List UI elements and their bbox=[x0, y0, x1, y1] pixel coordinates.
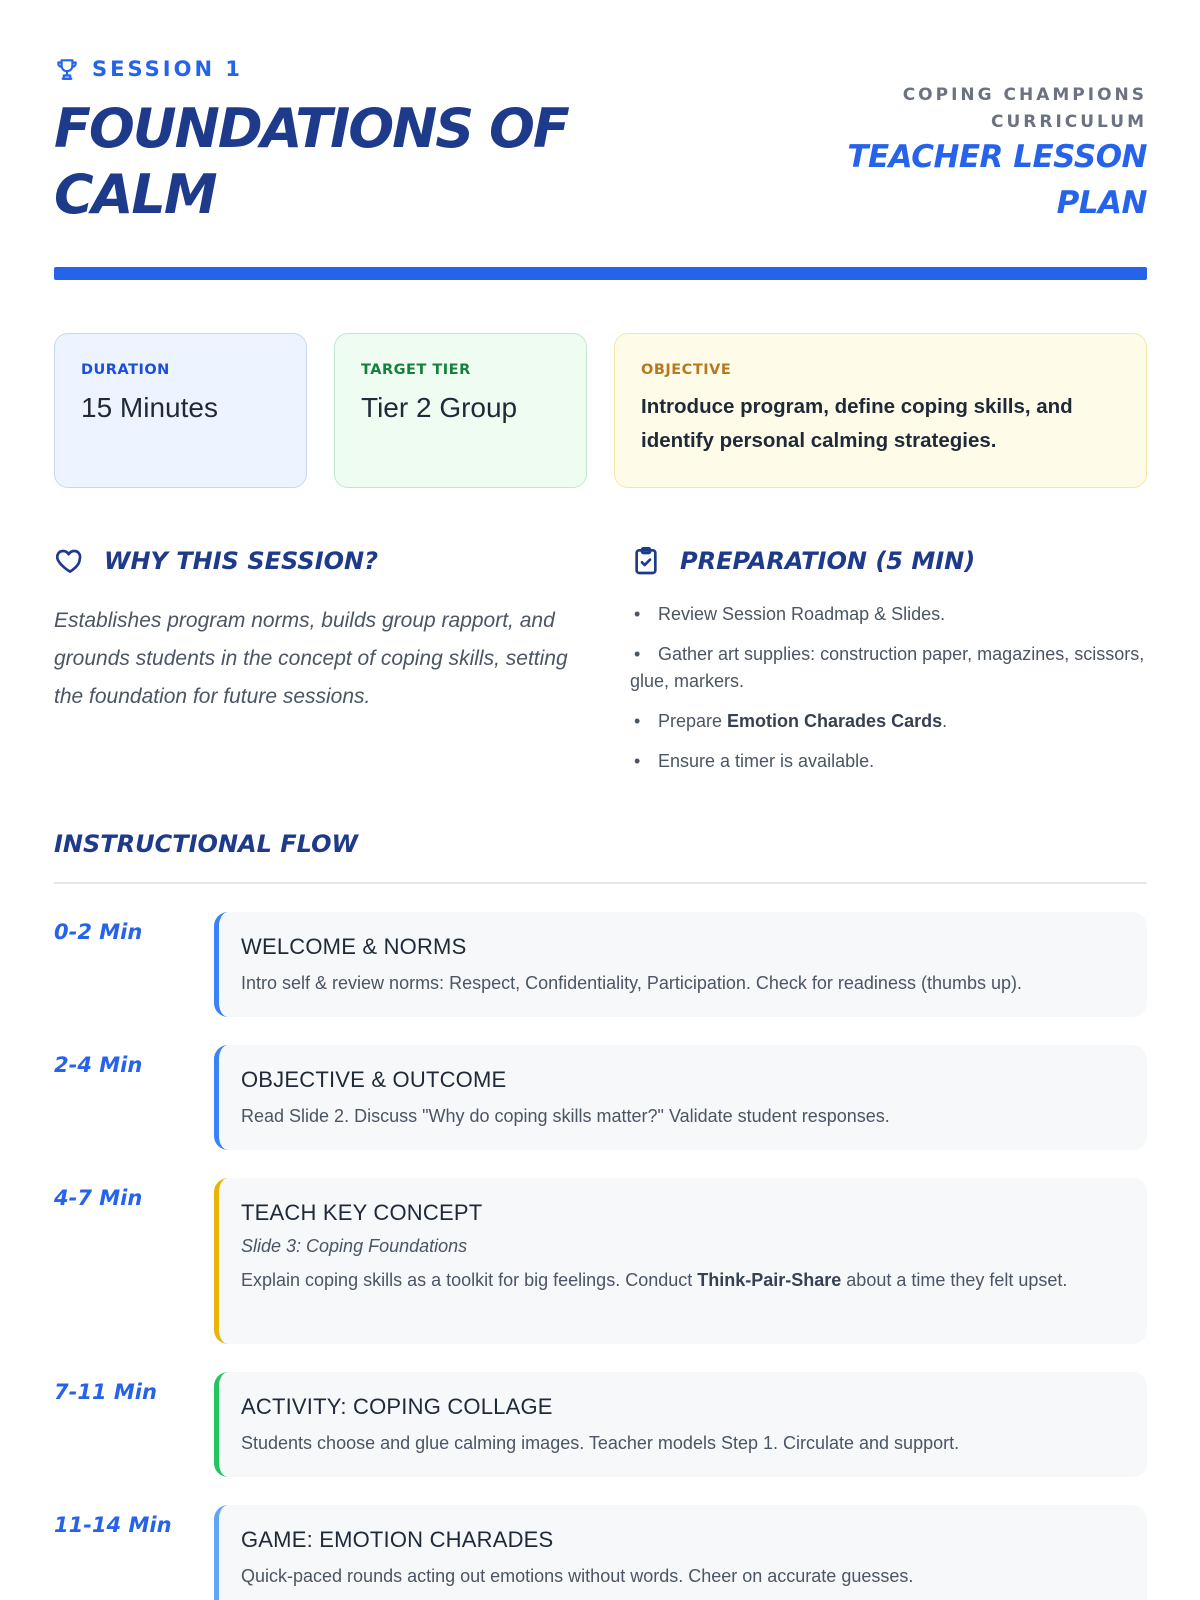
objective-card bbox=[614, 333, 1147, 488]
duration-label: DURATION bbox=[81, 362, 170, 378]
prep-list bbox=[630, 601, 1147, 788]
objective-value: Introduce program, define coping skills, and identify personal calming strategies. bbox=[641, 395, 1073, 452]
flow-card bbox=[214, 1505, 1147, 1600]
session-label: SESSION 1 bbox=[92, 57, 243, 81]
curriculum-name: COPING CHAMPIONS CURRICULUM bbox=[902, 85, 1147, 132]
prep-heading bbox=[630, 545, 975, 577]
trophy-icon bbox=[54, 56, 80, 82]
list-item: • Ensure a timer is available. bbox=[634, 751, 875, 771]
why-text: Establishes program norms, builds group rapport, and grounds students in the concept of coping skills, setting the foundation for future sessions. bbox=[54, 609, 568, 708]
clipboard-check-icon bbox=[630, 545, 662, 577]
header-divider bbox=[54, 267, 1147, 280]
flow-title: TEACH KEY CONCEPT bbox=[241, 1200, 483, 1225]
flow-card bbox=[214, 1045, 1147, 1150]
duration-card bbox=[54, 333, 307, 488]
plan-title: TEACHER LESSON PLAN bbox=[847, 139, 1147, 221]
list-item: • Prepare Emotion Charades Cards. bbox=[634, 711, 948, 731]
tier-value: Tier 2 Group bbox=[361, 392, 518, 423]
flow-card bbox=[214, 912, 1147, 1017]
flow-desc: Students choose and glue calming images. Teacher models Step 1. Circulate and support. bbox=[241, 1433, 960, 1453]
objective-label: OBJECTIVE bbox=[641, 362, 732, 378]
lesson-plan-page bbox=[54, 0, 1147, 1600]
flow-time: 0-2 Min bbox=[54, 920, 143, 944]
heart-icon bbox=[54, 545, 86, 577]
prep-heading-text: PREPARATION (5 MIN) bbox=[680, 547, 976, 575]
flow-title: WELCOME & NORMS bbox=[241, 934, 467, 959]
flow-title: ACTIVITY: COPING COLLAGE bbox=[241, 1394, 553, 1419]
why-heading bbox=[54, 545, 378, 577]
tier-card bbox=[334, 333, 587, 488]
flow-desc: Read Slide 2. Discuss "Why do coping skills matter?" Validate student responses. bbox=[241, 1106, 890, 1126]
flow-desc: Intro self & review norms: Respect, Confidentiality, Participation. Check for readiness (thumbs up). bbox=[241, 973, 1022, 993]
why-heading-text: WHY THIS SESSION? bbox=[104, 547, 379, 575]
flow-time: 2-4 Min bbox=[54, 1053, 143, 1077]
flow-time: 4-7 Min bbox=[54, 1186, 143, 1210]
flow-desc: Explain coping skills as a toolkit for big feelings. Conduct Think-Pair-Share about a time they felt upset. bbox=[241, 1270, 1068, 1290]
flow-time: 11-14 Min bbox=[54, 1513, 172, 1537]
flow-card bbox=[214, 1178, 1147, 1344]
flow-card bbox=[214, 1372, 1147, 1477]
session-tag bbox=[54, 56, 243, 82]
flow-desc: Quick-paced rounds acting out emotions without words. Cheer on accurate guesses. bbox=[241, 1566, 914, 1586]
tier-label: TARGET TIER bbox=[361, 362, 471, 378]
list-item: • Review Session Roadmap & Slides. bbox=[634, 604, 946, 624]
flow-subtitle: Slide 3: Coping Foundations bbox=[241, 1236, 468, 1256]
flow-heading: INSTRUCTIONAL FLOW bbox=[54, 830, 358, 858]
flow-time: 7-11 Min bbox=[54, 1380, 157, 1404]
flow-title: OBJECTIVE & OUTCOME bbox=[241, 1067, 507, 1092]
duration-value: 15 Minutes bbox=[81, 392, 218, 423]
flow-title: GAME: EMOTION CHARADES bbox=[241, 1527, 554, 1552]
header bbox=[54, 52, 1147, 226]
flow-divider bbox=[54, 882, 1147, 884]
list-item: • Gather art supplies: construction paper, magazines, scissors, glue, markers. bbox=[630, 644, 1145, 691]
page-title: FOUNDATIONS OF CALM bbox=[54, 97, 568, 226]
